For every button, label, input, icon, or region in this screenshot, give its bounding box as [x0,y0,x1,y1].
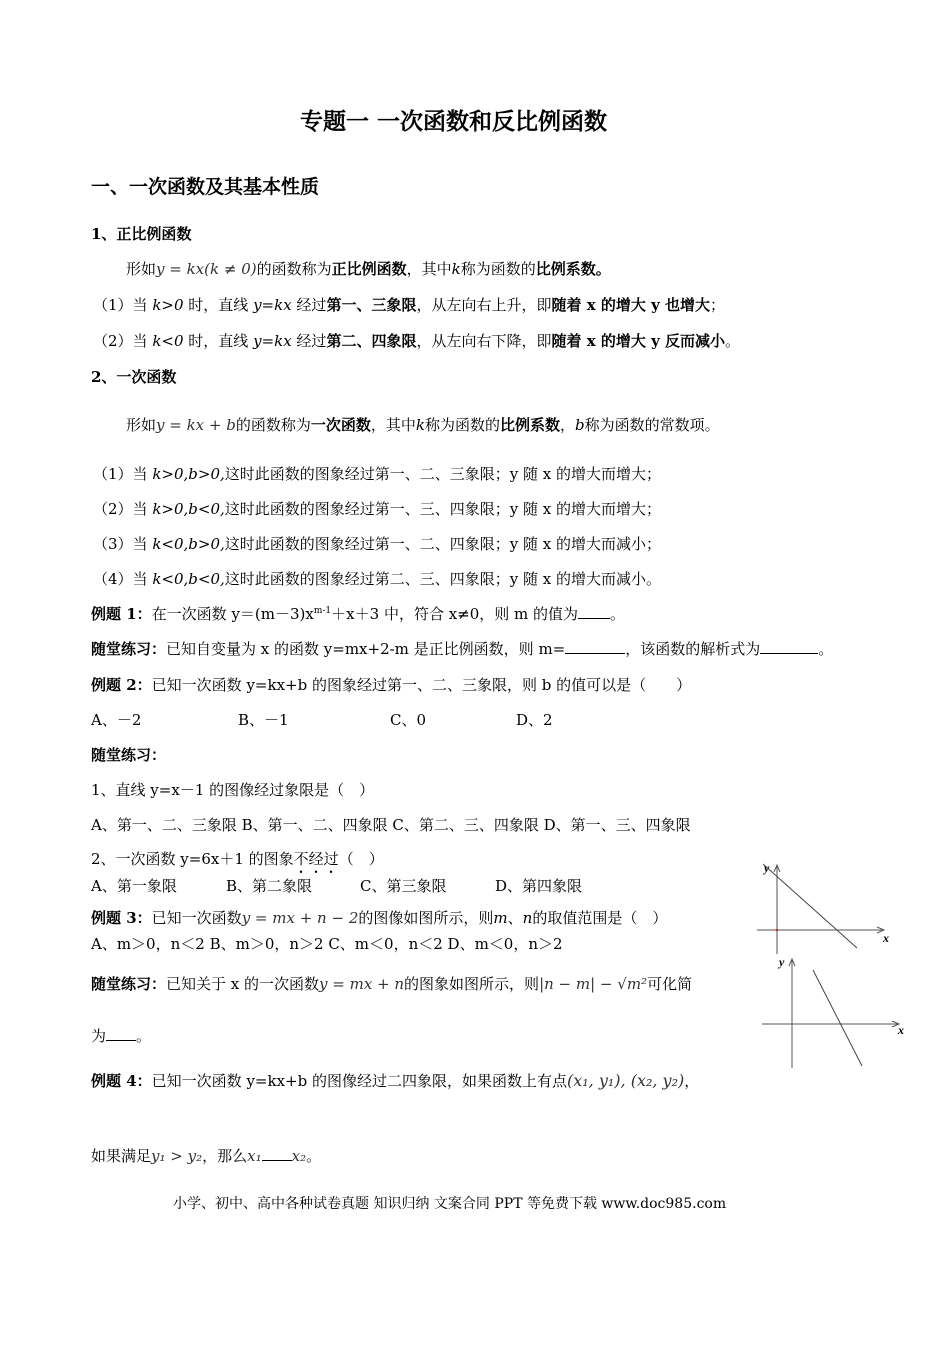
answer-blank[interactable] [565,639,625,654]
subsection-heading: 2、一次函数 [91,368,177,386]
section-heading: 一、一次函数及其基本性质 [91,176,320,198]
property-item: （4）当 k<0,b<0,这时此函数的图象经过第二、三、四象限；y 随 x 的增大而减小。 [93,570,662,588]
y-axis-label: y [779,955,785,969]
property-item: （2）当 k<0 时，直线 y=kx 经过第二、四象限，从左向右下降，即随着 x 的增大 y 反而减小。 [93,332,741,350]
formula: |n − m| − √m² [539,975,648,993]
x-axis-label: x [898,1023,904,1037]
practice-2-question-2: 2、一次函数 y=6x＋1 的图象不经过（ ） [91,850,384,868]
origin-dot [776,929,779,932]
option-d: D、第四象限 [495,877,583,895]
definition-line: 形如y = kx + b的函数称为一次函数，其中k称为函数的比例系数，b称为函数的常数项。 [126,416,720,434]
option-b: B、第二象限 [226,877,313,895]
practice-2-label: 随堂练习： [91,746,167,764]
option-a: A、第一象限 [91,877,177,895]
y-axis-label: y [764,861,770,875]
property-item: （1）当 k>0 时，直线 y=kx 经过第一、三象限，从左向右上升，即随着 x 的增大 y 也增大； [93,296,726,314]
page-title: 专题一 一次函数和反比例函数 [300,109,608,135]
graph-example-3 [755,858,895,958]
x-axis-label: x [883,931,889,945]
footer-text: 小学、初中、高中各种试卷真题 知识归纳 文案合同 PPT 等免费下载 www.doc985.com [173,1196,727,1212]
function-line [813,970,862,1066]
example-4: 例题 4：已知一次函数 y=kx+b 的图像经过二四象限，如果函数上有点(x₁, y₁), (x₂, y₂)， [91,1071,700,1090]
option-b: B、－1 [238,711,289,729]
example-1: 例题 1：在一次函数 $y=(m-3)x^{m-1}+x+3$ 中，符合 x≠0，则 m 的值为 。 [91,605,626,623]
example-3: 例题 3：已知一次函数y = mx + n − 2的图像如图所示，则m、n的取值范围是（ ） [91,909,668,927]
property-item: （1）当 k>0,b>0,这时此函数的图象经过第一、二、三象限；y 随 x 的增大而增大； [93,465,662,483]
example-4-line-2: 如果满足y₁ > y₂，那么x₁ x₂。 [91,1147,322,1165]
formula: y₁ > y₂ [151,1147,203,1165]
subsection-heading: 1、正比例函数 [91,225,192,243]
formula: y = mx + n − 2 [241,909,359,927]
option-c: C、第三象限 [360,877,447,895]
answer-blank[interactable] [262,1146,292,1161]
formula: y = kx(k ≠ 0) [156,260,257,278]
formula: y = mx + n [319,975,405,993]
practice-3: 随堂练习：已知关于 x 的一次函数y = mx + n的图象如图所示，则|n − m| − √m²可化简 [91,975,693,993]
practice-1: 随堂练习：已知自变量为 x 的函数 y=mx+2-m 是正比例函数，则 m= ，该函数的解析式为 。 [91,640,834,658]
graph-practice-3 [760,952,910,1070]
answer-blank[interactable] [760,639,818,654]
practice-3-line-2: 为 。 [91,1027,152,1045]
option-a: A、－2 [91,711,142,729]
property-item: （3）当 k<0,b>0,这时此函数的图象经过第一、二、四象限；y 随 x 的增大而减小； [93,535,662,553]
property-item: （2）当 k>0,b<0,这时此函数的图象经过第一、三、四象限；y 随 x 的增大而增大； [93,500,662,518]
practice-2-options-1: A、第一、二、三象限 B、第一、二、四象限 C、第二、三、四象限 D、第一、三、四象限 [91,816,691,834]
definition-line: 形如y = kx(k ≠ 0)的函数称为正比例函数，其中k称为函数的比例系数。 [126,260,611,278]
example-3-options: A、m＞0，n＜2 B、m＞0，n＞2 C、m＜0，n＜2 D、m＜0，n＞2 [91,935,563,953]
option-d: D、2 [516,711,553,729]
practice-2-question-1: 1、直线 y=x－1 的图像经过象限是（ ） [91,781,375,799]
formula: y = kx + b [156,416,236,434]
formula: (x₁, y₁), (x₂, y₂) [566,1071,685,1090]
option-c: C、0 [390,711,427,729]
example-2: 例题 2：已知一次函数 y=kx+b 的图象经过第一、二、三象限，则 b 的值可以是（ ） [91,676,692,694]
answer-blank[interactable] [578,604,610,619]
answer-blank[interactable] [106,1026,136,1041]
